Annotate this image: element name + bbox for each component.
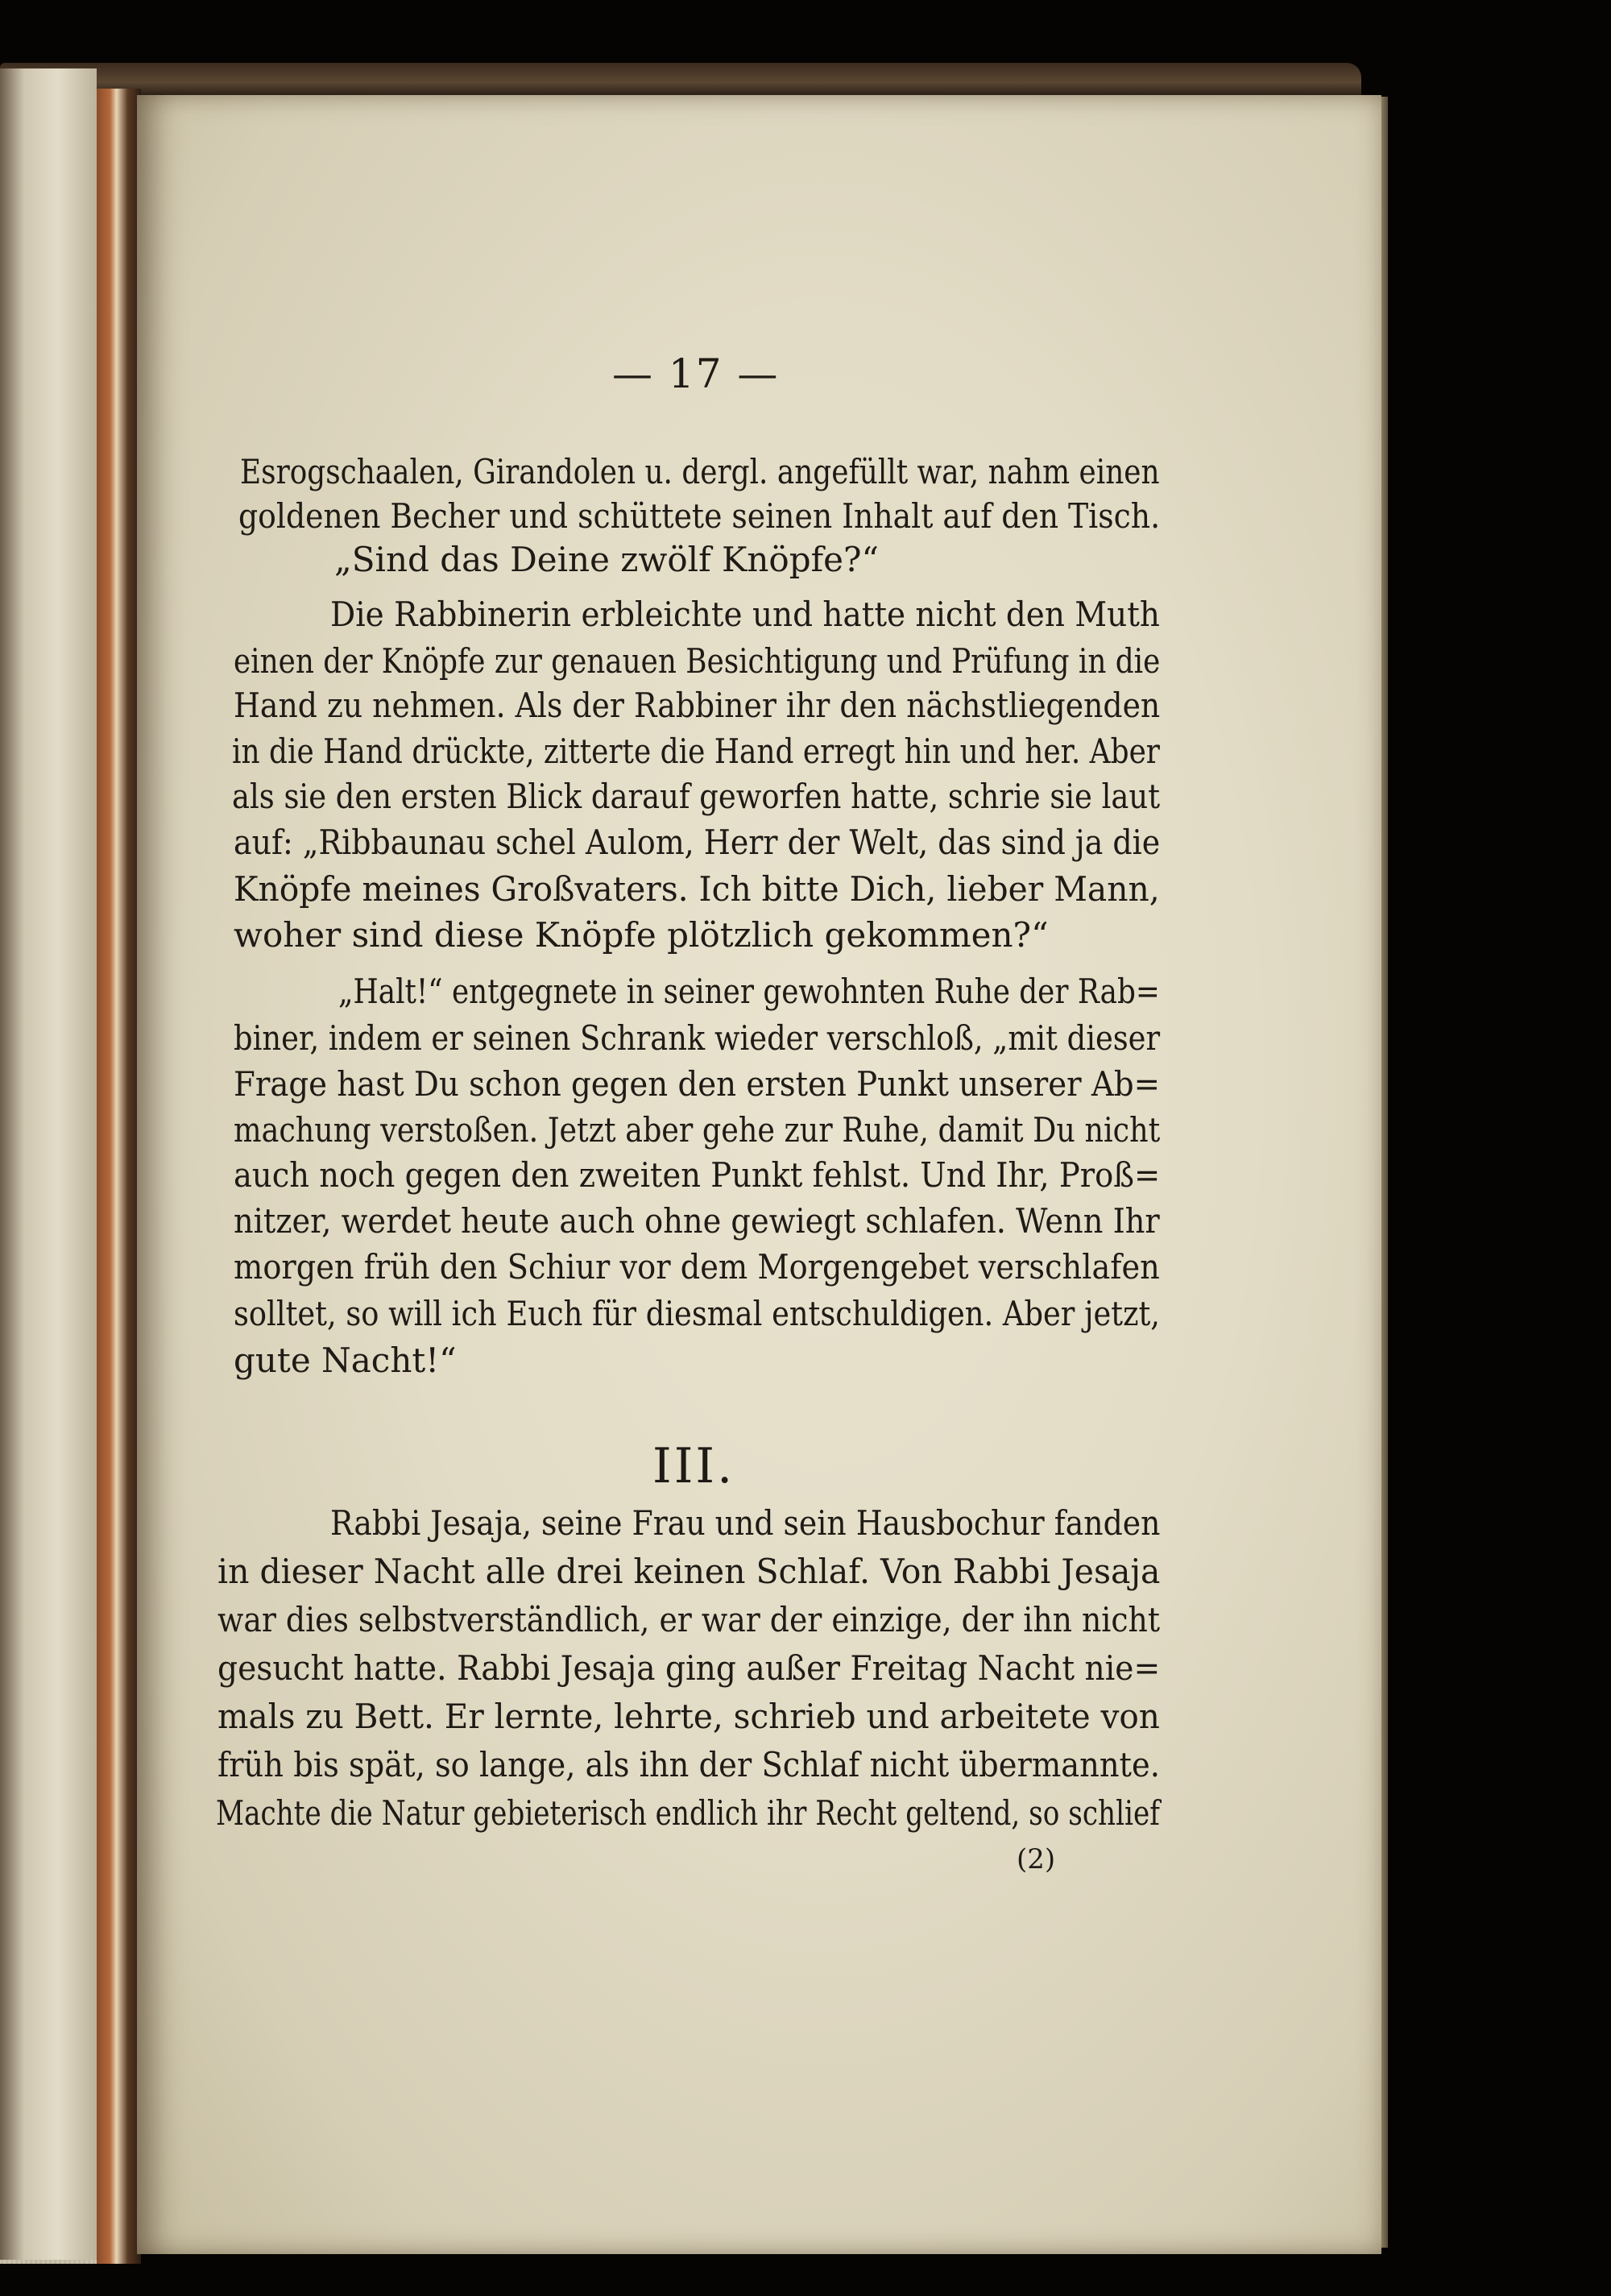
text-line: in dieser Nacht alle drei keinen Schlaf. Von Rabbi Jesaja xyxy=(217,1552,1161,1591)
page-number-header: — 17 — xyxy=(612,350,780,397)
text-line: Esrogschaalen, Girandolen u. dergl. angefüllt war, nahm einen xyxy=(240,452,1160,491)
text-line: Rabbi Jesaja, seine Frau und sein Hausbochur fanden xyxy=(330,1503,1161,1543)
text-line: Knöpfe meines Großvaters. Ich bitte Dich, lieber Mann, xyxy=(234,869,1160,909)
text-line: solltet, so will ich Euch für diesmal entschuldigen. Aber jetzt, xyxy=(234,1294,1160,1333)
signature-mark: (2) xyxy=(1017,1843,1056,1875)
text-line: goldenen Becher und schüttete seinen Inhalt auf den Tisch. xyxy=(238,496,1161,536)
text-line: woher sind diese Knöpfe plötzlich gekommen?“ xyxy=(234,915,1049,955)
text-line: auf: „Ribbaunau schel Aulom, Herr der Welt, das sind ja die xyxy=(234,823,1161,862)
text-line: gesucht hatte. Rabbi Jesaja ging außer Freitag Nacht nie= xyxy=(217,1648,1161,1688)
text-line: Die Rabbinerin erbleichte und hatte nicht den Muth xyxy=(330,595,1160,634)
text-line: war dies selbstverständlich, er war der einzige, der ihn nicht xyxy=(217,1600,1161,1639)
text-line: früh bis spät, so lange, als ihn der Schlaf nicht übermannte. xyxy=(217,1745,1160,1784)
text-line: „Halt!“ entgegnete in seiner gewohnten Ruhe der Rab= xyxy=(338,972,1160,1011)
text-line: Machte die Natur gebieterisch endlich ihr Recht geltend, so schlief xyxy=(216,1793,1160,1833)
text-line: biner, indem er seinen Schrank wieder verschloß, „mit dieser xyxy=(234,1018,1161,1058)
section-heading: III. xyxy=(652,1438,735,1494)
text-line: als sie den ersten Blick darauf geworfen hatte, schrie sie laut xyxy=(232,777,1161,816)
text-line: nitzer, werdet heute auch ohne gewiegt schlafen. Wenn Ihr xyxy=(234,1201,1160,1241)
text-line: machung verstoßen. Jetzt aber gehe zur Ruhe, damit Du nicht xyxy=(234,1110,1161,1150)
text-line: Frage hast Du schon gegen den ersten Punkt unserer Ab= xyxy=(234,1064,1161,1104)
text-line: mals zu Bett. Er lernte, lehrte, schrieb und arbeitete von xyxy=(217,1697,1160,1736)
text-line: gute Nacht!“ xyxy=(234,1341,457,1380)
text-line: einen der Knöpfe zur genauen Besichtigung und Prüfung in die xyxy=(234,641,1161,681)
text-line: „Sind das Deine zwölf Knöpfe?“ xyxy=(334,540,879,579)
book-cover-edge xyxy=(0,63,1361,95)
text-line: morgen früh den Schiur vor dem Morgengebet verschlafen xyxy=(234,1247,1160,1287)
text-line: auch noch gegen den zweiten Punkt fehlst. Und Ihr, Proß= xyxy=(234,1155,1161,1195)
previous-page xyxy=(0,68,97,2260)
text-line: Hand zu nehmen. Als der Rabbiner ihr den nächstliegenden xyxy=(234,686,1161,725)
text-line: in die Hand drückte, zitterte die Hand erregt hin und her. Aber xyxy=(232,731,1160,771)
book-spine xyxy=(97,89,141,2264)
